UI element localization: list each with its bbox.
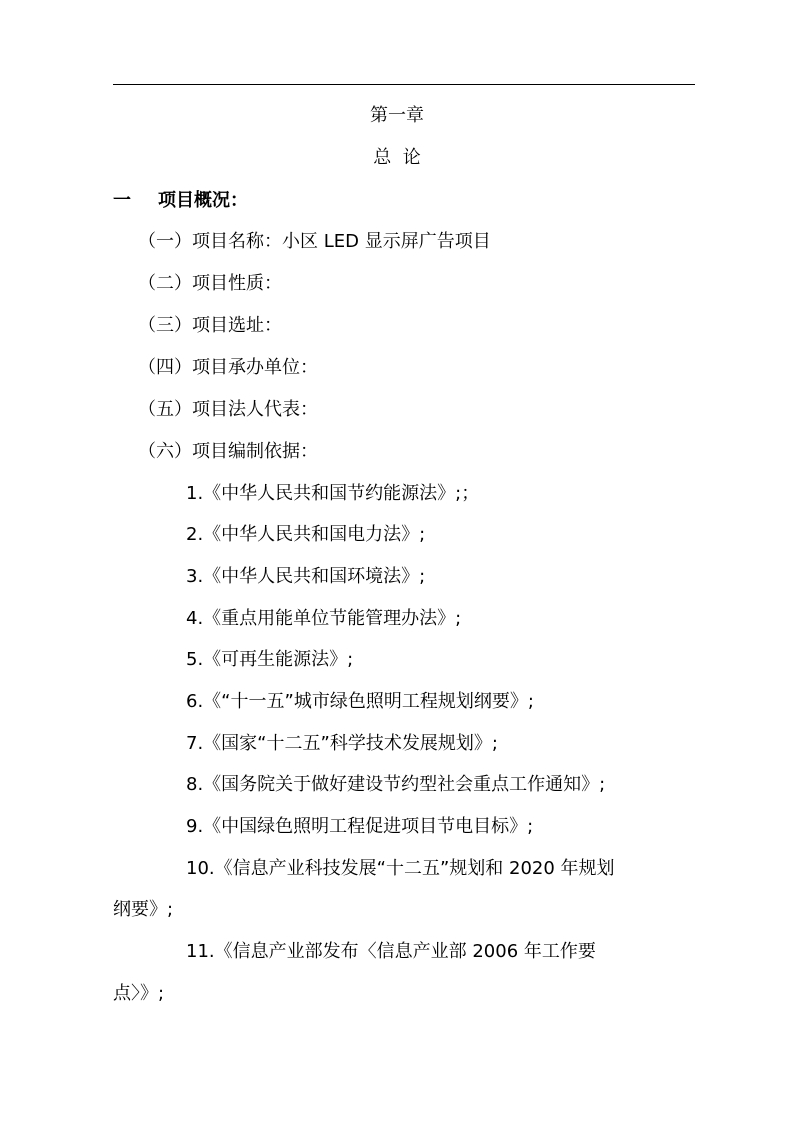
- reference-item-10-continuation: 纲要》;: [113, 899, 174, 920]
- reference-item-11-continuation: 点〉》;: [113, 983, 165, 1004]
- subsection-project-nature: （二）项目性质：: [138, 273, 282, 294]
- subsection-project-name: （一）项目名称：小区 LED 显示屏广告项目: [138, 231, 491, 252]
- reference-item: 6.《“十一五”城市绿色照明工程规划纲要》;: [186, 691, 534, 712]
- subsection-legal-representative: （五）项目法人代表：: [138, 399, 318, 420]
- reference-item: 3.《中华人民共和国环境法》;: [186, 566, 426, 587]
- reference-item: 8.《国务院关于做好建设节约型社会重点工作通知》;: [186, 774, 606, 795]
- subsection-compilation-basis: （六）项目编制依据：: [138, 441, 318, 462]
- reference-item: 4.《重点用能单位节能管理办法》;: [186, 608, 462, 629]
- chapter-subtitle: 总 论: [373, 147, 421, 168]
- subsection-project-site: （三）项目选址：: [138, 315, 282, 336]
- reference-item: 9.《中国绿色照明工程促进项目节电目标》;: [186, 816, 534, 837]
- reference-item: 7.《国家“十二五”科学技术发展规划》;: [186, 733, 498, 754]
- header-rule: [113, 84, 695, 85]
- reference-item: 2.《中华人民共和国电力法》;: [186, 524, 426, 545]
- chapter-title: 第一章: [370, 105, 424, 126]
- reference-item: 5.《可再生能源法》;: [186, 649, 354, 670]
- reference-item: 1.《中华人民共和国节约能源法》;；: [186, 483, 480, 504]
- section-heading: 项目概况：: [158, 190, 248, 211]
- section-number: 一: [113, 190, 131, 211]
- reference-item-11: 11.《信息产业部发布〈信息产业部 2006 年工作要: [186, 941, 596, 962]
- subsection-undertaking-unit: （四）项目承办单位：: [138, 357, 318, 378]
- reference-item-10: 10.《信息产业科技发展“十二五”规划和 2020 年规划: [186, 858, 615, 879]
